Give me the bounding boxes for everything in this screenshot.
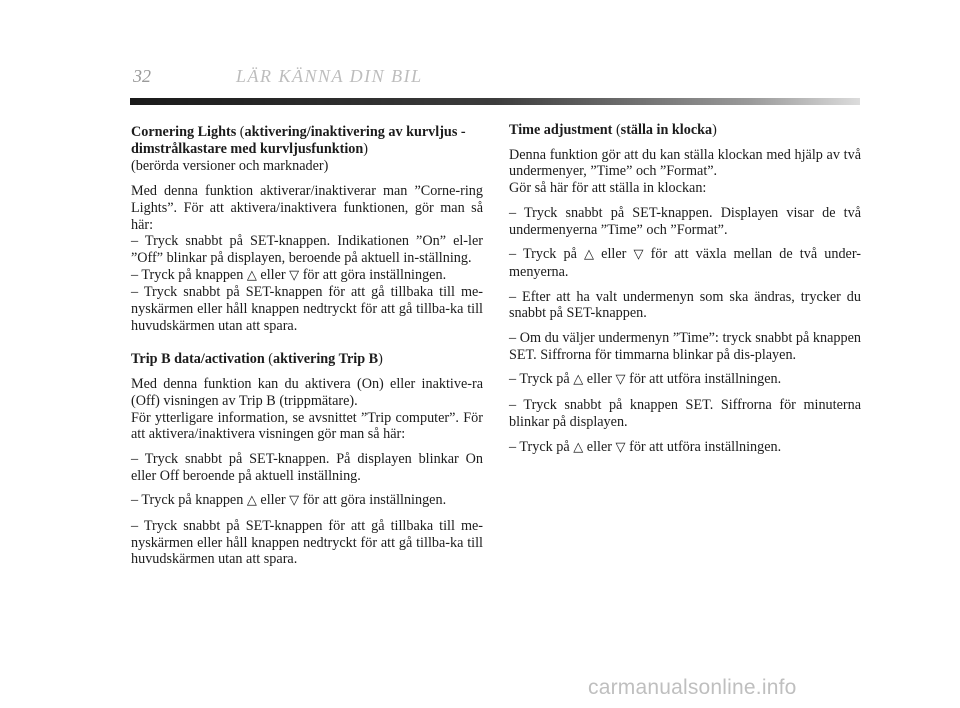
paragraph: – Tryck på △ eller ▽ för att utföra inställningen. bbox=[509, 438, 782, 455]
paragraph: – Tryck på knappen △ eller ▽ för att göra inställningen. bbox=[131, 492, 447, 509]
header-rule bbox=[130, 98, 860, 105]
paragraph: – Tryck på △ eller ▽ för att utföra inställningen. bbox=[509, 371, 782, 388]
down-arrow-icon: ▽ bbox=[633, 247, 644, 263]
down-arrow-icon: ▽ bbox=[615, 439, 626, 455]
heading-trip-b: Trip B data/activation (aktivering Trip B) bbox=[131, 351, 383, 368]
watermark[interactable]: carmanualsonline.info bbox=[588, 676, 797, 699]
paragraph: Med denna funktion kan du aktivera (On) eller inaktive-ra (Off) visningen av Trip B (trippmätare). För ytterligare information, se avsnittet ”Trip computer”. För att aktivera/inaktivera visningen gör man så här: bbox=[131, 376, 483, 443]
up-arrow-icon: △ bbox=[573, 372, 584, 388]
down-arrow-icon: ▽ bbox=[289, 267, 300, 283]
paragraph: – Om du väljer undermenyn ”Time”: tryck snabbt på knappen SET. Siffrorna för timmarna blinkar på dis-playen. bbox=[509, 330, 861, 363]
up-arrow-icon: △ bbox=[246, 267, 257, 283]
down-arrow-icon: ▽ bbox=[289, 493, 300, 509]
paragraph: Med denna funktion aktiverar/inaktiverar man ”Corne-ring Lights”. För att aktivera/inaktivera funktionen, gör man så här: – Tryck snabbt på SET-knappen. Indikationen ”On” el-ler ”Off” blinkar på displayen, beroende på aktuell in-ställning. – Tryck på knappen △ eller ▽ för att göra inställningen. – Tryck snabbt på SET-knappen för att gå tillbaka till me-nyskärmen eller håll knappen nedtryckt för att gå tillba-ka till huvudskärmen utan att spara. bbox=[131, 183, 483, 334]
heading-cornering-lights: Cornering Lights (aktivering/inaktivering av kurvljus - dimstrålkastare med kurvljusfunktion) bbox=[131, 124, 466, 157]
paragraph: Denna funktion gör att du kan ställa klockan med hjälp av två undermenyer, ”Time” och ”Format”. Gör så här för att ställa in klockan: bbox=[509, 146, 861, 197]
paragraph: – Tryck snabbt på SET-knappen. På displayen blinkar On eller Off beroende på aktuell inställning. bbox=[131, 450, 483, 484]
paragraph: – Tryck snabbt på knappen SET. Siffrorna för minuterna blinkar på displayen. bbox=[509, 397, 861, 430]
right-column bbox=[509, 122, 861, 464]
up-arrow-icon: △ bbox=[246, 493, 257, 509]
subheading-versions: (berörda versioner och marknader) bbox=[131, 158, 329, 175]
paragraph: – Tryck på △ eller ▽ för att växla mellan de två under-menyerna. bbox=[509, 246, 862, 280]
up-arrow-icon: △ bbox=[573, 439, 584, 455]
paragraph: – Tryck snabbt på SET-knappen. Displayen visar de två undermenyerna ”Time” och ”Format”. bbox=[509, 204, 861, 238]
running-title: LÄR KÄNNA DIN BIL bbox=[236, 66, 423, 86]
paragraph: – Tryck snabbt på SET-knappen för att gå tillbaka till me-nyskärmen eller håll knappen nedtryckt för att gå tillba-ka till huvudskärmen utan att spara. bbox=[131, 518, 483, 568]
down-arrow-icon: ▽ bbox=[615, 372, 626, 388]
heading-time-adjustment: Time adjustment (ställa in klocka) bbox=[509, 122, 717, 138]
up-arrow-icon: △ bbox=[584, 247, 595, 263]
paragraph: – Efter att ha valt undermenyn som ska ändras, trycker du snabbt på SET-knappen. bbox=[509, 288, 861, 322]
left-column bbox=[131, 124, 483, 576]
page-number: 32 bbox=[133, 66, 151, 86]
